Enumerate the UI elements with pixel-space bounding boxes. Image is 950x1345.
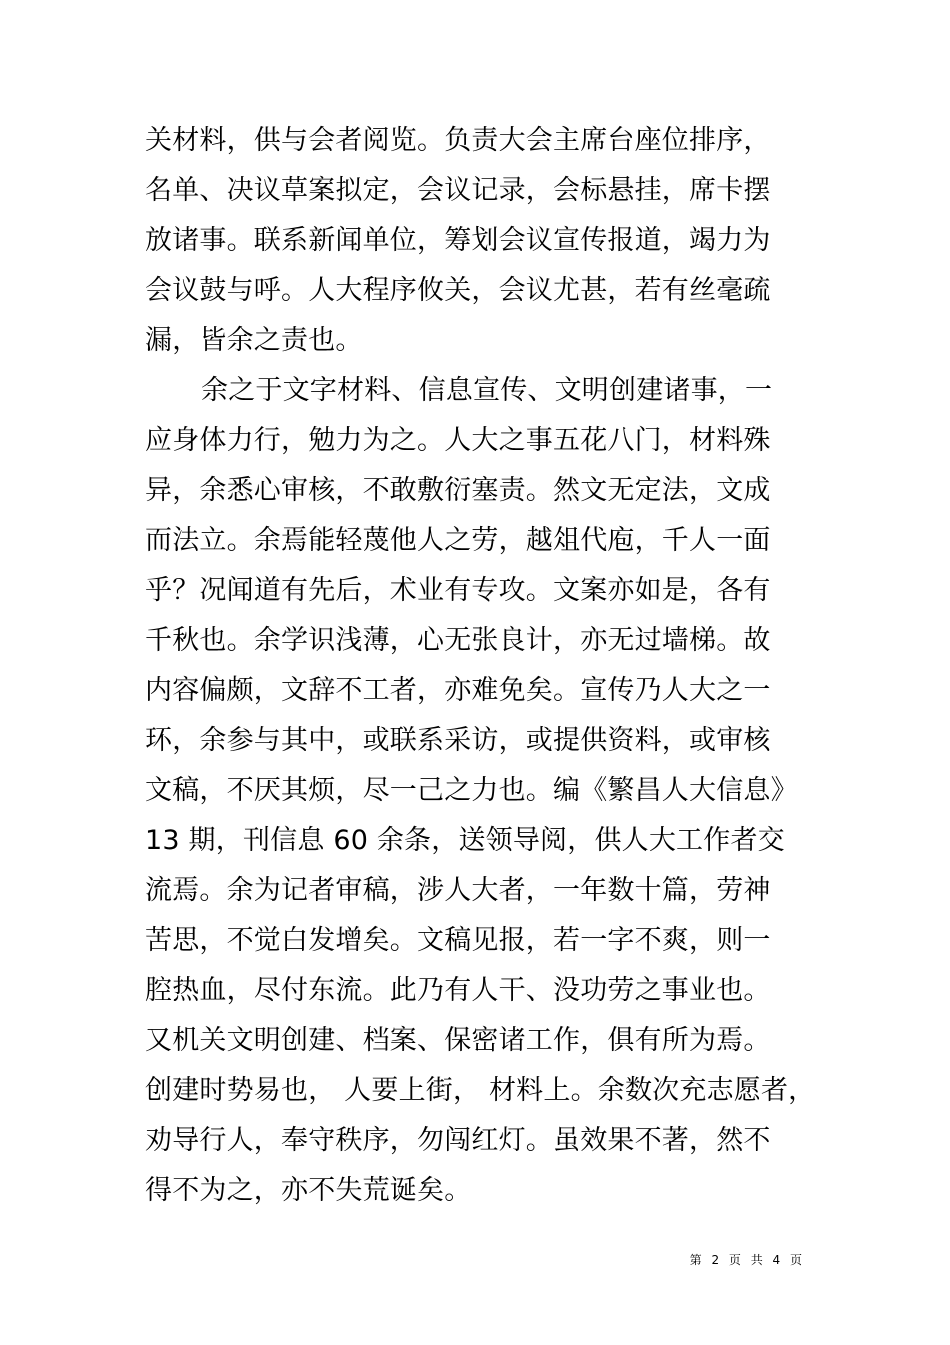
text-line: 劝导行人，奉守秩序，勿闯红灯。虽效果不著，然不: [145, 1125, 771, 1156]
body-text: [145, 116, 845, 1216]
text-line: 关材料，供与会者阅览。负责大会主席台座位排序，: [145, 125, 771, 156]
text-line: 腔热血，尽付东流。此乃有人干、没功劳之事业也。: [145, 975, 771, 1006]
text-line: 苦思，不觉白发增矣。文稿见报，若一字不爽，则一: [145, 925, 771, 956]
text-line: 应身体力行，勉力为之。人大之事五花八门，材料殊: [145, 425, 771, 456]
text-line: 流焉。余为记者审稿，涉人大者，一年数十篇，劳神: [145, 875, 771, 906]
text-line: 千秋也。余学识浅薄，心无张良计，亦无过墙梯。故: [145, 625, 771, 656]
text-line: 乎？况闻道有先后，术业有专攻。文案亦如是，各有: [145, 575, 771, 606]
text-line: 放诸事。联系新闻单位，筹划会议宣传报道，竭力为: [145, 225, 771, 256]
text-line: 内容偏颇，文辞不工者，亦难免矣。宣传乃人大之一: [145, 675, 771, 706]
text-line: 异，余悉心审核，不敢敷衍塞责。然文无定法，文成: [145, 475, 771, 506]
text-line: 而法立。余焉能轻蔑他人之劳，越俎代庖，千人一面: [145, 525, 771, 556]
page-number-footer: 第 2 页 共 4 页: [689, 1253, 805, 1267]
text-line: 会议鼓与呼。人大程序攸关，会议尤甚，若有丝毫疏: [145, 275, 771, 306]
text-line: 环，余参与其中，或联系采访，或提供资料，或审核: [145, 725, 771, 756]
text-line: 得不为之，亦不失荒诞矣。: [145, 1175, 472, 1206]
text-line: 创建时势易也， 人要上街， 材料上。余数次充志愿者，: [145, 1075, 816, 1106]
paragraph-start-line: 余之于文字材料、信息宣传、文明创建诸事，一: [201, 375, 773, 406]
text-line: 名单、决议草案拟定，会议记录，会标悬挂，席卡摆: [145, 175, 771, 206]
text-line: 文稿，不厌其烦，尽一己之力也。编《繁昌人大信息》: [145, 775, 798, 806]
text-line: 13 期，刊信息 60 余条，送领导阅，供人大工作者交: [145, 825, 785, 856]
text-line: 漏，皆余之责也。: [145, 325, 363, 356]
text-line: 又机关文明创建、档案、保密诸工作，俱有所为焉。: [145, 1025, 771, 1056]
